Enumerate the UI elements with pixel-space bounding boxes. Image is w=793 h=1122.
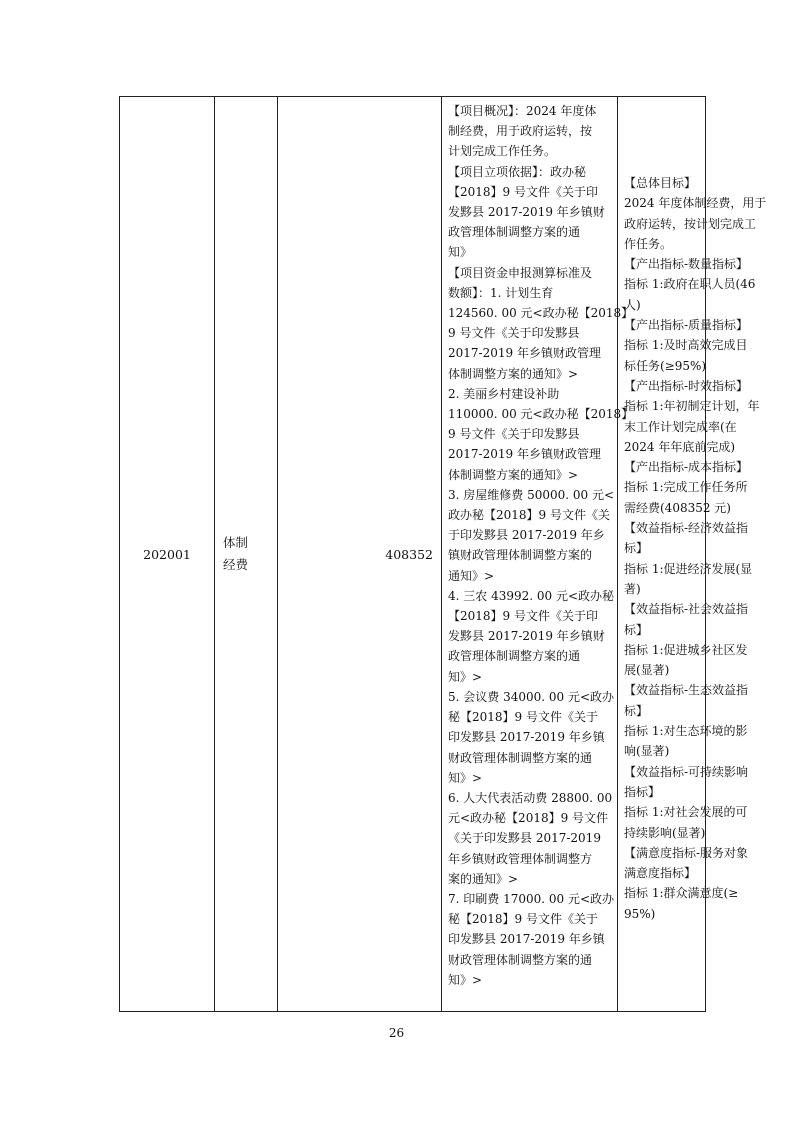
description-line: 5. 会议费 34000. 00 元<政办 [448,689,615,704]
project-name-line: 经费 [223,557,249,572]
description-line: 知》> [448,770,483,785]
goal-line: 指标 1:完成工作任务所 [624,480,748,495]
goal-line: 指标 1:促进城乡社区发 [624,642,748,657]
description-line: 【项目概况】：2024 年度体 [448,104,597,118]
description-cell [442,97,634,1012]
description-line: 2017-2019 年乡镇财政管理 [448,346,601,361]
description-line: 秘【2018】9 号文件《关于 [448,912,598,927]
goal-line: 指标 1:对生态环境的影 [624,724,748,739]
description-line: 知》 [448,245,473,260]
project-code-cell [120,97,215,1012]
goal-line: 标任务(≥95%) [624,358,707,373]
description-line: 财政管理体制调整方案的通 [448,952,593,967]
goal-line: 【产出指标-成本指标】 [624,460,749,475]
goal-line: 末工作计划完成率(在 [624,419,737,434]
goal-line: 指标 1:及时高效完成目 [624,338,748,353]
description-line: 年乡镇财政管理体制调整方 [448,851,593,866]
description-line: 镇财政管理体制调整方案的 [448,548,593,563]
description-line: 知》> [448,669,483,684]
description-line: 体制调整方案的通知》> [448,467,579,482]
description-line: 印发黟县 2017-2019 年乡镇 [448,730,605,745]
description-line: 2. 美丽乡村建设补助 [448,386,560,401]
goal-line: 指标 1:对社会发展的可 [624,805,748,820]
description-line: 发黟县 2017-2019 年乡镇财 [448,629,605,644]
description-line: 数额】：1. 计划生育 [448,285,554,300]
description-line: 【2018】9 号文件《关于印 [448,609,598,624]
goal-line: 展(显著) [624,663,670,678]
goal-line: 满意度指标】 [624,866,697,881]
description-line: 4. 三农 43992. 00 元<政办秘 [448,588,615,603]
performance-goal-text [618,97,767,924]
goal-line: 需经费(408352 元) [624,500,731,515]
goal-line: 标】 [624,622,649,637]
goal-line: 响(显著) [624,744,670,759]
goal-line: 标】 [624,703,649,718]
description-line: 124560. 00 元<政办秘【2018】 [448,306,634,321]
description-line: 发黟县 2017-2019 年乡镇财 [448,205,605,220]
goal-line: 95%) [624,906,656,921]
description-line: 3. 房屋维修费 50000. 00 元< [448,487,615,502]
page-number: 26 [388,1026,405,1040]
table-row [120,97,706,1012]
performance-goal-cell [618,97,767,1012]
description-line: 秘【2018】9 号文件《关于 [448,710,598,725]
goal-line: 2024 年年底前完成) [624,439,736,454]
goal-line: 标】 [624,541,649,556]
goal-line: 指标】 [624,784,661,799]
project-name-line: 体制 [223,535,249,550]
description-line: 元<政办秘【2018】9 号文件 [448,811,609,826]
description-line: 计划完成工作任务。 [448,144,557,159]
amount-value: 408352 [385,546,433,562]
description-line: 知》> [448,972,483,987]
goal-line: 指标 1:群众满意度(≥ [624,886,739,901]
description-line: 案的通知》> [448,871,519,886]
description-line: 《关于印发黟县 2017-2019 [448,831,601,846]
description-line: 【项目立项依据】：政办秘 [448,164,587,179]
description-line: 【2018】9 号文件《关于印 [448,184,598,199]
description-line: 体制调整方案的通知》> [448,366,579,381]
goal-line: 2024 年度体制经费，用于 [624,196,767,211]
description-line: 【项目资金申报测算标准及 [448,265,593,280]
goal-line: 【效益指标-生态效益指 [624,683,749,698]
goal-line: 指标 1:促进经济发展(显 [624,561,753,576]
description-text [442,97,634,990]
goal-line: 【效益指标-可持续影响 [624,764,749,779]
goal-line: 【产出指标-时效指标】 [624,378,749,393]
description-line: 印发黟县 2017-2019 年乡镇 [448,932,605,947]
budget-table [119,96,767,1012]
goal-line: 【总体目标】 [624,176,697,190]
goal-line: 【满意度指标-服务对象 [624,845,749,860]
description-line: 6. 人大代表活动费 28800. 00 [448,790,613,805]
amount-cell [278,97,442,1012]
description-line: 110000. 00 元<政办秘【2018】 [448,407,634,422]
description-line: 政管理体制调整方案的通 [448,225,581,240]
goal-line: 政府运转，按计划完成工 [624,216,757,231]
description-line: 政管理体制调整方案的通 [448,649,581,664]
description-line: 于印发黟县 2017-2019 年乡 [448,528,605,543]
goal-line: 人) [624,297,641,312]
goal-line: 【效益指标-社会效益指 [624,602,749,617]
goal-line: 著) [624,581,641,596]
goal-line: 【产出指标-质量指标】 [624,318,749,333]
description-line: 政办秘【2018】9 号文件《关 [448,508,610,523]
goal-line: 持续影响(显著) [624,825,706,840]
description-line: 7. 印刷费 17000. 00 元<政办 [448,891,615,906]
description-line: 9 号文件《关于印发黟县 [448,427,580,442]
goal-line: 指标 1:年初制定计划，年 [624,399,760,414]
description-line: 通知》> [448,568,495,583]
goal-line: 【效益指标-经济效益指 [624,521,749,536]
description-line: 制经费，用于政府运转，按 [448,124,593,139]
project-name-cell [215,97,278,1012]
goal-line: 【产出指标-数量指标】 [624,257,749,272]
description-line: 9 号文件《关于印发黟县 [448,326,580,341]
description-line: 财政管理体制调整方案的通 [448,750,593,765]
goal-line: 指标 1:政府在职人员(46 [624,277,756,292]
goal-line: 作任务。 [624,236,673,251]
description-line: 2017-2019 年乡镇财政管理 [448,447,601,462]
project-code: 202001 [143,546,191,562]
